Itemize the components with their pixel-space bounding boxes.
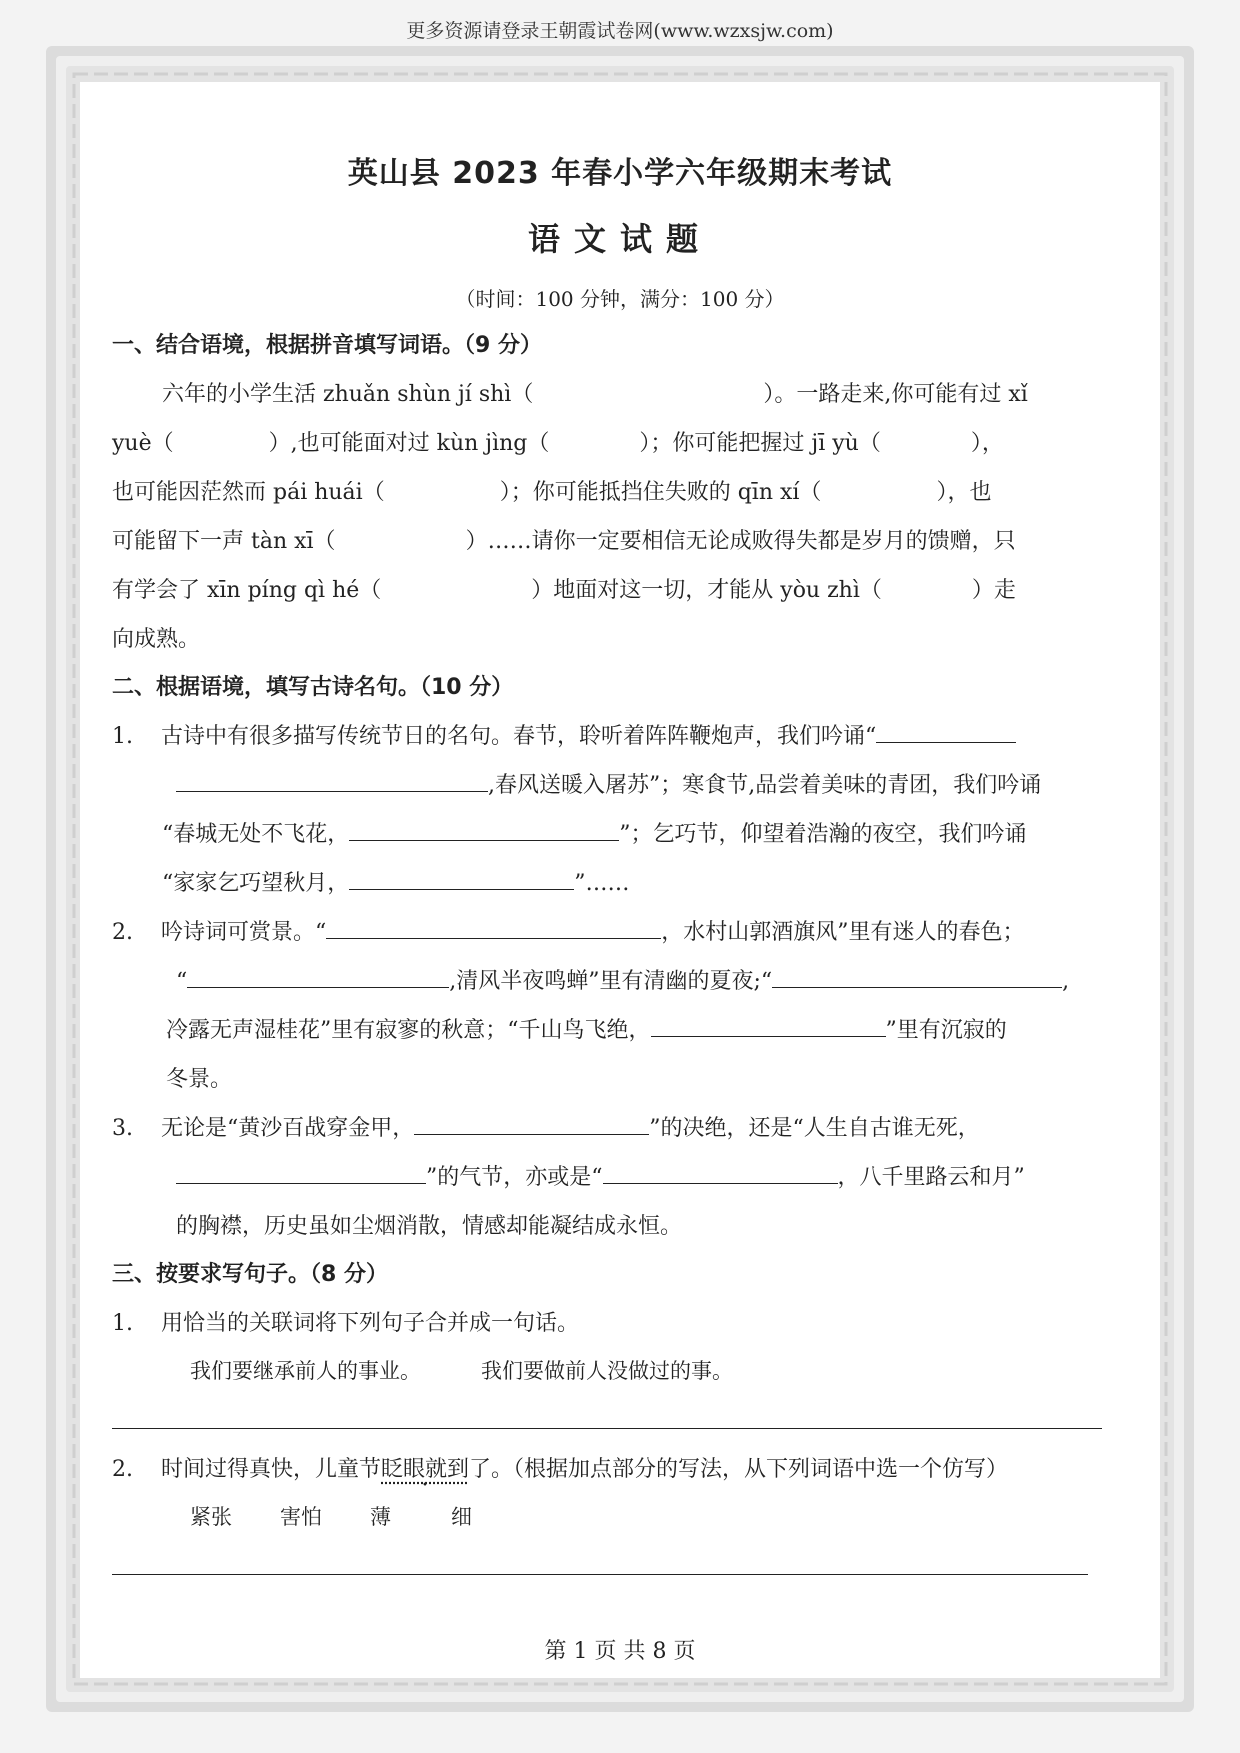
s2-q1-line-3: “春城无处不飞花， ”；乞巧节，仰望着浩瀚的夜空，我们吟诵 bbox=[162, 817, 1027, 848]
s2-q2-line-2: “ ,清风半夜鸣蝉”里有清幽的夏夜;“ , bbox=[176, 964, 1069, 995]
s3-q1-sentences bbox=[190, 1355, 733, 1385]
section-1-heading: 一、结合语境，根据拼音填写词语。（9 分） bbox=[112, 333, 542, 358]
s3-q2-line: 2. 时间过得真快，儿童节眨眼就到了。（根据加点部分的写法，从下列词语中选一个仿写） bbox=[112, 1457, 1009, 1482]
word-option: 害怕 bbox=[280, 1505, 322, 1529]
sentence-2: 我们要做前人没做过的事。 bbox=[481, 1359, 733, 1383]
s2-q2-line-3: 冷露无声湿桂花”里有寂寥的秋意；“千山鸟飞绝， ”里有沉寂的 bbox=[166, 1013, 1007, 1044]
s2-q1-line-4: “家家乞巧望秋月， ”…… bbox=[162, 866, 630, 897]
exam-title: 英山县 2023 年春小学六年级期末考试 bbox=[347, 156, 893, 191]
source-note: 更多资源请登录王朝霞试卷网(www.wzxsjw.com) bbox=[406, 20, 834, 42]
s2-q3-line-3: 的胸襟，历史虽如尘烟消散，情感却能凝结成永恒。 bbox=[176, 1214, 683, 1239]
s3-q2-words bbox=[190, 1501, 472, 1531]
s1-line-2: yuè（ ）,也可能面对过 kùn jìng（ ）；你可能把握过 jī yù（ ）， bbox=[112, 431, 1004, 456]
word-option: 薄 bbox=[370, 1505, 391, 1529]
s1-line-5: 有学会了 xīn píng qì hé（ ）地面对这一切，才能从 yòu zhì（ ）走 bbox=[112, 578, 1016, 603]
word-option: 紧张 bbox=[190, 1505, 232, 1529]
exam-info: （时间：100 分钟，满分：100 分） bbox=[455, 287, 785, 311]
s1-line-4: 可能留下一声 tàn xī（ ）……请你一定要相信无论成败得失都是岁月的馈赠，只 bbox=[112, 529, 1016, 554]
s2-q1-line-1: 1. 古诗中有很多描写传统节日的名句。春节，聆听着阵阵鞭炮声，我们吟诵“ bbox=[112, 719, 1016, 750]
s1-line-6: 向成熟。 bbox=[112, 627, 201, 652]
answer-line-1[interactable] bbox=[112, 1428, 1102, 1429]
word-option: 细 bbox=[451, 1505, 472, 1529]
s2-q2-line-4: 冬景。 bbox=[166, 1067, 233, 1092]
section-2-heading: 二、根据语境，填写古诗名句。（10 分） bbox=[112, 675, 514, 700]
s2-q3-line-1: 3. 无论是“黄沙百战穿金甲， ”的决绝，还是“人生自古谁无死， bbox=[112, 1111, 980, 1142]
exam-subtitle: 语文试题 bbox=[527, 220, 712, 258]
answer-line-2[interactable] bbox=[112, 1574, 1088, 1575]
dotted-emphasis: 眨眼就到 bbox=[381, 1457, 470, 1482]
page-footer: 第 1 页 共 8 页 bbox=[544, 1639, 696, 1664]
s1-line-3: 也可能因茫然而 pái huái（ ）；你可能抵挡住失败的 qīn xí（ ），也 bbox=[112, 480, 992, 505]
sentence-1: 我们要继承前人的事业。 bbox=[190, 1359, 421, 1383]
s2-q1-line-2: ,春风送暖入屠苏”；寒食节,品尝着美味的青团，我们吟诵 bbox=[176, 768, 1041, 799]
s1-line-1: 六年的小学生活 zhuǎn shùn jí shì（ ）。一路走来,你可能有过 xǐ bbox=[162, 382, 1028, 407]
s2-q2-line-1: 2. 吟诗词可赏景。“ ，水村山郭酒旗风”里有迷人的春色； bbox=[112, 915, 1025, 946]
s3-q1-line: 1. 用恰当的关联词将下列句子合并成一句话。 bbox=[112, 1311, 580, 1336]
s2-q3-line-2: ”的气节，亦或是“ ，八千里路云和月” bbox=[176, 1160, 1025, 1191]
section-3-heading: 三、按要求写句子。（8 分） bbox=[112, 1262, 388, 1287]
